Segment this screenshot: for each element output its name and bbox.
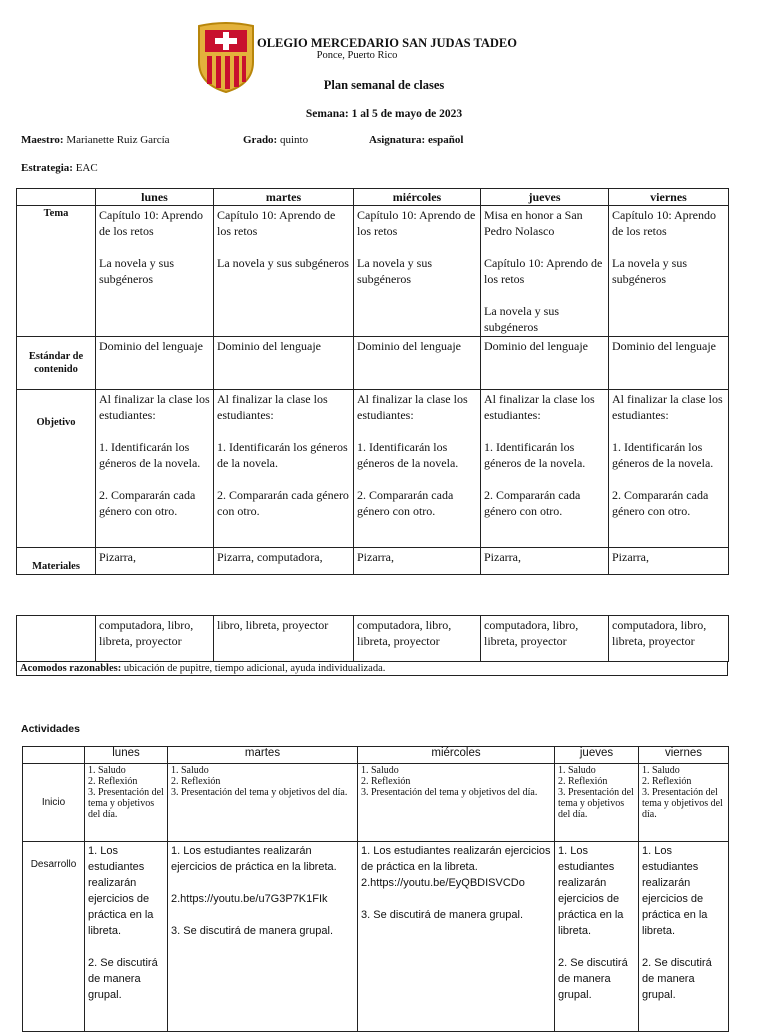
school-name: OLEGIO MERCEDARIO SAN JUDAS TADEO (257, 36, 517, 50)
accommodations-table (16, 661, 728, 676)
table-cell: Al finalizar la clase los estudiantes: 1. Identificarán los géneros de la novela. 2. Compararán cada género con otro. (96, 390, 214, 548)
table-cell: Pizarra, (354, 548, 481, 575)
table-cell: computadora, libro, libreta, proyector (96, 616, 214, 662)
teacher-field (21, 134, 170, 146)
school-location: Ponce, Puerto Rico (316, 50, 398, 61)
table-cell: Pizarra, (96, 548, 214, 575)
table-cell: Capítulo 10: Aprendo de los retos La novela y sus subgéneros (214, 206, 354, 337)
table-cell: computadora, libro, libreta, proyector (609, 616, 729, 662)
table-cell: Pizarra, computadora, (214, 548, 354, 575)
table-cell: Al finalizar la clase los estudiantes: 1. Identificarán los géneros de la novela. 2. Compararán cada género con otro. (354, 390, 481, 548)
grade-label: Grado: (243, 134, 278, 146)
table-cell: Misa en honor a San Pedro Nolasco Capítulo 10: Aprendo de los retos La novela y sus subgéneros (481, 206, 609, 337)
table-cell: 1. Saludo 2. Reflexión 3. Presentación del tema y objetivos del día. (358, 764, 555, 842)
page-title: Plan semanal de clases (323, 78, 445, 92)
table-cell: 1. Los estudiantes realizarán ejercicios de práctica en la libreta. 2.https://youtu.be/u7G3P7K1FIk 3. Se discutirá de manera grupal. (168, 842, 358, 1032)
table-cell: 1. Saludo 2. Reflexión 3. Presentación del tema y objetivos del día. (85, 764, 168, 842)
table-row (17, 662, 728, 676)
table-cell: Al finalizar la clase los estudiantes: 1. Identificarán los géneros de la novela. 2. Compararán cada género con otro. (481, 390, 609, 548)
teacher-value: Marianette Ruiz García (66, 134, 170, 146)
day-header: martes (214, 189, 354, 206)
subject-value: español (427, 134, 464, 146)
row-label-inicio: Inicio (23, 764, 85, 842)
day-header: martes (168, 747, 358, 764)
subject-field (369, 134, 463, 146)
table-cell: Pizarra, (481, 548, 609, 575)
table-row (17, 616, 729, 662)
table-cell: computadora, libro, libreta, proyector (481, 616, 609, 662)
table-cell: 1. Saludo 2. Reflexión 3. Presentación del tema y objetivos del día. (168, 764, 358, 842)
table-cell: libro, libreta, proyector (214, 616, 354, 662)
table-cell: Capítulo 10: Aprendo de los retos La novela y sus subgéneros (609, 206, 729, 337)
subject-label: Asignatura: (369, 134, 426, 146)
header-empty-cell (23, 747, 85, 764)
table-cell: Dominio del lenguaje (609, 337, 729, 390)
day-header: miércoles (358, 747, 555, 764)
accommodations-label: Acomodos razonables: (20, 663, 122, 674)
day-header: lunes (96, 189, 214, 206)
activities-title: Actividades (21, 723, 80, 735)
strategy-value: EAC (75, 162, 98, 174)
table-cell: 1. Los estudiantes realizarán ejercicios de práctica en la libreta. 2. Se discutirá de manera grupal. (555, 842, 639, 1032)
row-label-tema: Tema (17, 206, 96, 337)
table-cell: 1. Los estudiantes realizarán ejercicios de práctica en la libreta. 2. Se discutirá de manera grupal. (85, 842, 168, 1032)
table-cell: computadora, libro, libreta, proyector (354, 616, 481, 662)
row-label-desarrollo: Desarrollo (23, 842, 85, 1032)
row-label-objetivo: Objetivo (17, 390, 96, 548)
day-header: viernes (609, 189, 729, 206)
row-label-estandar: Estándar de contenido (17, 337, 96, 390)
table-row (17, 548, 729, 575)
day-header: viernes (639, 747, 729, 764)
table-row (17, 337, 729, 390)
table-cell: 1. Saludo 2. Reflexión 3. Presentación del tema y objetivos del día. (555, 764, 639, 842)
day-header: miércoles (354, 189, 481, 206)
table-cell: 1. Los estudiantes realizarán ejercicios de práctica en la libreta. 2.https://youtu.be/EyQBDISVCDo 3. Se discutirá de manera grupal. (358, 842, 555, 1032)
table-row (23, 764, 729, 842)
accommodations-value: ubicación de pupitre, tiempo adicional, ayuda individualizada. (123, 663, 386, 674)
table-header-row (17, 189, 729, 206)
table-cell: Capítulo 10: Aprendo de los retos La novela y sus subgéneros (354, 206, 481, 337)
day-header: lunes (85, 747, 168, 764)
day-header: jueves (481, 189, 609, 206)
teacher-label: Maestro: (21, 134, 64, 146)
grade-value: quinto (279, 134, 309, 146)
grade-field (243, 134, 308, 146)
table-cell: Al finalizar la clase los estudiantes: 1. Identificarán los géneros de la novela. 2. Compararán cada género con otro. (214, 390, 354, 548)
table-cell: Dominio del lenguaje (481, 337, 609, 390)
table-cell: Pizarra, (609, 548, 729, 575)
header-empty-cell (17, 189, 96, 206)
day-header: jueves (555, 747, 639, 764)
table-row (17, 206, 729, 337)
table-row (17, 390, 729, 548)
table-cell: 1. Los estudiantes realizarán ejercicios de práctica en la libreta. 2. Se discutirá de manera grupal. (639, 842, 729, 1032)
table-cell: Capítulo 10: Aprendo de los retos La novela y sus subgéneros (96, 206, 214, 337)
empty-label-cell (17, 616, 96, 662)
table-cell: 1. Saludo 2. Reflexión 3. Presentación del tema y objetivos del día. (639, 764, 729, 842)
strategy-field (21, 162, 98, 174)
table-cell: Dominio del lenguaje (214, 337, 354, 390)
table-cell: Al finalizar la clase los estudiantes: 1. Identificarán los géneros de la novela. 2. Compararán cada género con otro. (609, 390, 729, 548)
accommodations-cell (17, 662, 728, 676)
activities-table (22, 746, 729, 1032)
weekly-plan-table (16, 188, 729, 575)
week-range: Semana: 1 al 5 de mayo de 2023 (305, 108, 463, 120)
table-cell: Dominio del lenguaje (96, 337, 214, 390)
row-label-materiales: Materiales (17, 548, 96, 575)
table-row (23, 842, 729, 1032)
document-header (0, 0, 768, 130)
strategy-label: Estrategia: (21, 162, 73, 174)
table-cell: Dominio del lenguaje (354, 337, 481, 390)
materials-continued-table (16, 615, 729, 662)
table-header-row (23, 747, 729, 764)
